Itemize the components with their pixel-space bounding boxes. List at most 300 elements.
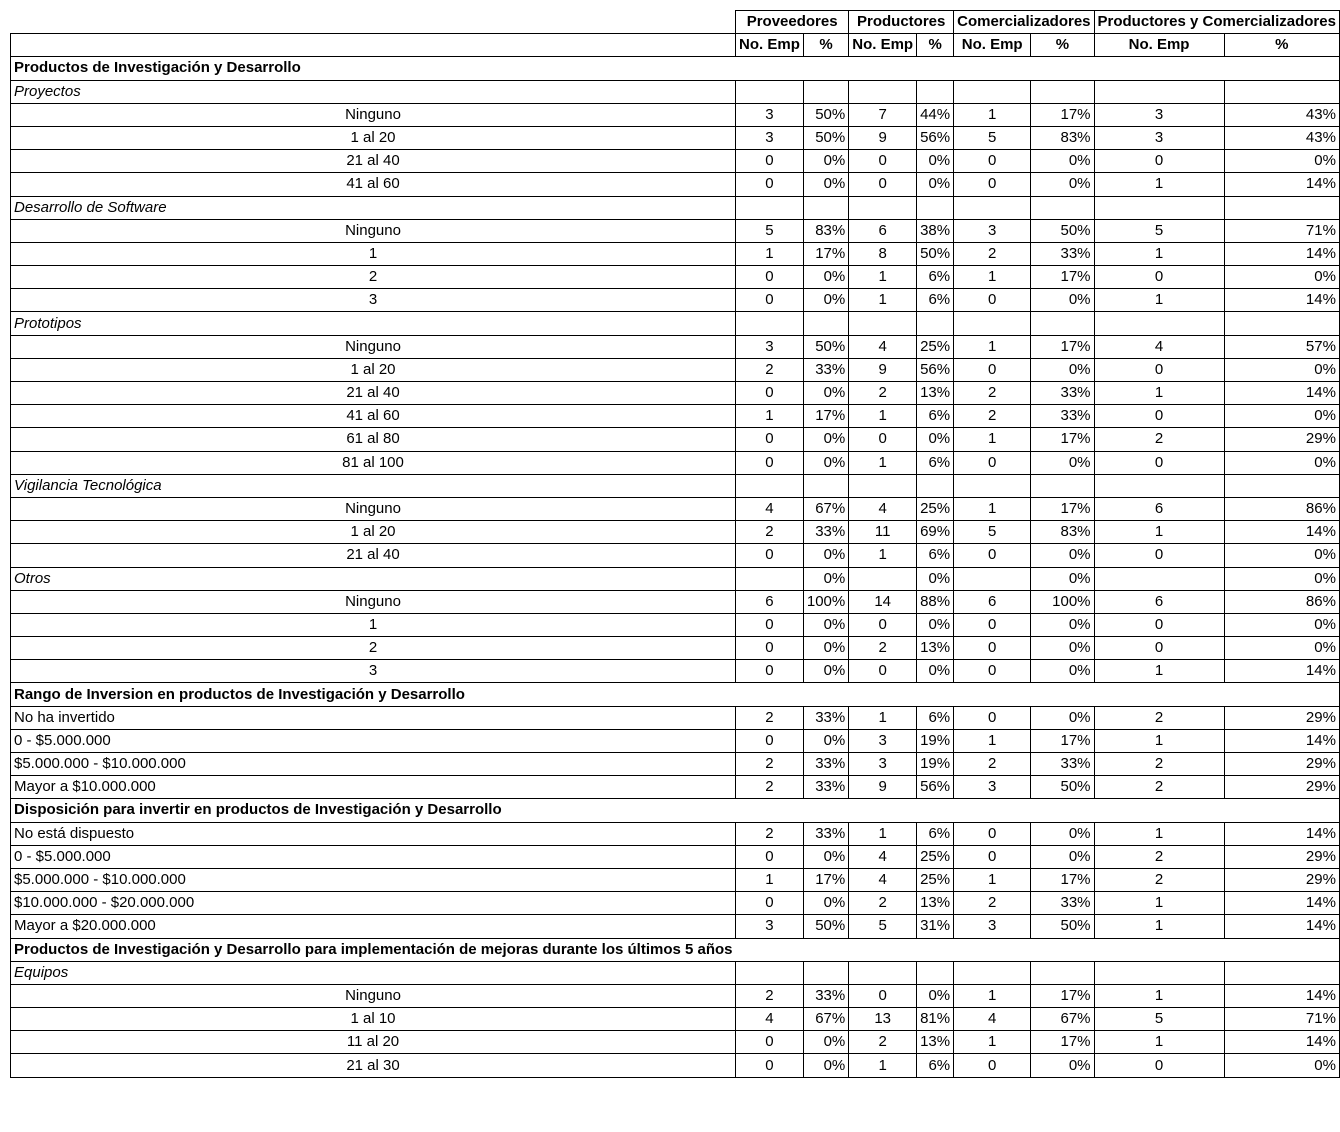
percent-cell: 50% bbox=[803, 103, 848, 126]
count-cell: 1 bbox=[736, 868, 804, 891]
row-label: 2 bbox=[11, 637, 736, 660]
count-cell: 6 bbox=[954, 590, 1031, 613]
percent-cell: 0% bbox=[803, 1031, 848, 1054]
row-label: Mayor a $10.000.000 bbox=[11, 776, 736, 799]
percent-cell: 0% bbox=[1031, 173, 1094, 196]
subheader-no-emp: No. Emp bbox=[736, 34, 804, 57]
percent-cell: 6% bbox=[917, 289, 954, 312]
table-row bbox=[11, 660, 1340, 683]
row-label: Ninguno bbox=[11, 335, 736, 358]
row-label: No está dispuesto bbox=[11, 822, 736, 845]
count-cell: 2 bbox=[1094, 706, 1224, 729]
section-header-row bbox=[11, 799, 1340, 822]
table-row bbox=[11, 1054, 1340, 1077]
count-cell: 2 bbox=[954, 753, 1031, 776]
section-filler-cell bbox=[1224, 938, 1339, 961]
count-cell: 0 bbox=[954, 660, 1031, 683]
percent-cell: 0% bbox=[1031, 1054, 1094, 1077]
percent-cell bbox=[917, 80, 954, 103]
count-cell: 0 bbox=[736, 544, 804, 567]
count-cell: 0 bbox=[736, 845, 804, 868]
percent-cell: 33% bbox=[803, 753, 848, 776]
percent-cell bbox=[1031, 80, 1094, 103]
count-cell: 4 bbox=[736, 497, 804, 520]
count-cell: 3 bbox=[954, 776, 1031, 799]
percent-cell: 0% bbox=[803, 1054, 848, 1077]
count-cell: 1 bbox=[954, 335, 1031, 358]
percent-cell: 33% bbox=[1031, 405, 1094, 428]
percent-cell: 25% bbox=[917, 335, 954, 358]
percent-cell: 50% bbox=[1031, 219, 1094, 242]
percent-cell: 33% bbox=[803, 358, 848, 381]
percent-cell: 33% bbox=[803, 706, 848, 729]
count-cell: 1 bbox=[1094, 242, 1224, 265]
count-cell: 2 bbox=[1094, 753, 1224, 776]
section-filler-cell bbox=[1224, 57, 1339, 80]
count-cell: 0 bbox=[736, 266, 804, 289]
row-label: No ha invertido bbox=[11, 706, 736, 729]
count-cell: 8 bbox=[849, 242, 917, 265]
section-filler-cell bbox=[1031, 799, 1094, 822]
group-header-comercializadores: Comercializadores bbox=[954, 11, 1094, 34]
subheader-percent: % bbox=[1224, 34, 1339, 57]
table-row bbox=[11, 289, 1340, 312]
percent-cell: 14% bbox=[1224, 521, 1339, 544]
data-table bbox=[10, 10, 1340, 1078]
percent-cell: 17% bbox=[1031, 335, 1094, 358]
count-cell bbox=[849, 474, 917, 497]
count-cell: 0 bbox=[954, 358, 1031, 381]
section-filler-cell bbox=[1031, 57, 1094, 80]
subsection-title: Otros bbox=[11, 567, 736, 590]
percent-cell: 0% bbox=[803, 613, 848, 636]
percent-cell: 0% bbox=[1031, 150, 1094, 173]
row-label: Ninguno bbox=[11, 984, 736, 1007]
count-cell: 1 bbox=[849, 405, 917, 428]
table-row bbox=[11, 428, 1340, 451]
count-cell: 2 bbox=[849, 892, 917, 915]
count-cell bbox=[736, 196, 804, 219]
percent-cell: 14% bbox=[1224, 242, 1339, 265]
row-label: 81 al 100 bbox=[11, 451, 736, 474]
count-cell: 0 bbox=[1094, 451, 1224, 474]
percent-cell: 29% bbox=[1224, 706, 1339, 729]
row-label: 21 al 40 bbox=[11, 150, 736, 173]
percent-cell: 0% bbox=[1224, 451, 1339, 474]
row-label: 1 al 20 bbox=[11, 521, 736, 544]
count-cell: 0 bbox=[954, 289, 1031, 312]
count-cell: 4 bbox=[849, 868, 917, 891]
count-cell bbox=[954, 312, 1031, 335]
header-row-sub bbox=[11, 34, 1340, 57]
percent-cell: 56% bbox=[917, 776, 954, 799]
section-filler-cell bbox=[1094, 57, 1224, 80]
percent-cell: 50% bbox=[803, 915, 848, 938]
count-cell bbox=[954, 567, 1031, 590]
percent-cell: 19% bbox=[917, 753, 954, 776]
percent-cell: 33% bbox=[1031, 892, 1094, 915]
count-cell: 1 bbox=[954, 428, 1031, 451]
subsection-row bbox=[11, 567, 1340, 590]
table-row bbox=[11, 1031, 1340, 1054]
section-filler-cell bbox=[849, 799, 917, 822]
section-filler-cell bbox=[954, 938, 1031, 961]
count-cell: 1 bbox=[849, 289, 917, 312]
percent-cell: 44% bbox=[917, 103, 954, 126]
count-cell: 3 bbox=[1094, 126, 1224, 149]
count-cell: 3 bbox=[1094, 103, 1224, 126]
table-row bbox=[11, 915, 1340, 938]
count-cell: 2 bbox=[954, 892, 1031, 915]
subheader-percent: % bbox=[917, 34, 954, 57]
count-cell: 0 bbox=[736, 729, 804, 752]
percent-cell: 0% bbox=[1224, 358, 1339, 381]
table-row bbox=[11, 776, 1340, 799]
percent-cell: 0% bbox=[1224, 637, 1339, 660]
percent-cell: 17% bbox=[1031, 428, 1094, 451]
count-cell: 0 bbox=[1094, 637, 1224, 660]
percent-cell: 0% bbox=[803, 382, 848, 405]
row-label: 3 bbox=[11, 660, 736, 683]
percent-cell bbox=[1031, 474, 1094, 497]
count-cell bbox=[954, 80, 1031, 103]
count-cell: 1 bbox=[849, 706, 917, 729]
subsection-title: Equipos bbox=[11, 961, 736, 984]
percent-cell: 25% bbox=[917, 868, 954, 891]
percent-cell bbox=[1224, 196, 1339, 219]
row-label: 21 al 30 bbox=[11, 1054, 736, 1077]
percent-cell bbox=[803, 961, 848, 984]
section-filler-cell bbox=[917, 683, 954, 706]
count-cell: 0 bbox=[849, 613, 917, 636]
count-cell: 2 bbox=[849, 637, 917, 660]
table-row bbox=[11, 892, 1340, 915]
section-filler-cell bbox=[917, 799, 954, 822]
percent-cell: 33% bbox=[803, 984, 848, 1007]
table-row bbox=[11, 150, 1340, 173]
percent-cell: 17% bbox=[1031, 868, 1094, 891]
percent-cell: 14% bbox=[1224, 660, 1339, 683]
percent-cell: 0% bbox=[803, 845, 848, 868]
count-cell bbox=[849, 196, 917, 219]
percent-cell: 14% bbox=[1224, 729, 1339, 752]
count-cell: 0 bbox=[1094, 544, 1224, 567]
row-label: 1 bbox=[11, 613, 736, 636]
percent-cell: 50% bbox=[1031, 776, 1094, 799]
count-cell: 3 bbox=[954, 915, 1031, 938]
table-row bbox=[11, 706, 1340, 729]
percent-cell: 0% bbox=[1031, 567, 1094, 590]
count-cell: 0 bbox=[1094, 358, 1224, 381]
subheader-no-emp: No. Emp bbox=[1094, 34, 1224, 57]
percent-cell: 0% bbox=[1031, 358, 1094, 381]
count-cell: 9 bbox=[849, 776, 917, 799]
percent-cell: 57% bbox=[1224, 335, 1339, 358]
count-cell: 0 bbox=[736, 173, 804, 196]
count-cell: 0 bbox=[1094, 613, 1224, 636]
section-filler-cell bbox=[803, 938, 848, 961]
count-cell: 5 bbox=[736, 219, 804, 242]
percent-cell: 100% bbox=[803, 590, 848, 613]
row-label: 2 bbox=[11, 266, 736, 289]
count-cell: 0 bbox=[736, 1031, 804, 1054]
section-filler-cell bbox=[954, 799, 1031, 822]
table-row bbox=[11, 729, 1340, 752]
percent-cell: 6% bbox=[917, 706, 954, 729]
percent-cell: 0% bbox=[803, 660, 848, 683]
count-cell: 1 bbox=[736, 242, 804, 265]
row-label: 41 al 60 bbox=[11, 173, 736, 196]
section-filler-cell bbox=[954, 57, 1031, 80]
row-label: $10.000.000 - $20.000.000 bbox=[11, 892, 736, 915]
percent-cell: 29% bbox=[1224, 753, 1339, 776]
percent-cell: 0% bbox=[803, 428, 848, 451]
count-cell: 2 bbox=[1094, 428, 1224, 451]
percent-cell: 6% bbox=[917, 451, 954, 474]
percent-cell: 33% bbox=[1031, 382, 1094, 405]
count-cell: 0 bbox=[736, 613, 804, 636]
count-cell: 0 bbox=[954, 706, 1031, 729]
percent-cell: 0% bbox=[1224, 266, 1339, 289]
count-cell: 0 bbox=[736, 428, 804, 451]
count-cell: 4 bbox=[736, 1008, 804, 1031]
percent-cell: 0% bbox=[917, 660, 954, 683]
section-title: Productos de Investigación y Desarrollo bbox=[11, 57, 736, 80]
table-row bbox=[11, 266, 1340, 289]
table-row bbox=[11, 1008, 1340, 1031]
section-filler-cell bbox=[803, 683, 848, 706]
table-row bbox=[11, 521, 1340, 544]
row-label: Mayor a $20.000.000 bbox=[11, 915, 736, 938]
count-cell: 2 bbox=[1094, 868, 1224, 891]
count-cell: 7 bbox=[849, 103, 917, 126]
subsection-title: Prototipos bbox=[11, 312, 736, 335]
percent-cell: 0% bbox=[917, 613, 954, 636]
count-cell: 0 bbox=[954, 845, 1031, 868]
percent-cell: 0% bbox=[803, 892, 848, 915]
percent-cell: 17% bbox=[1031, 103, 1094, 126]
count-cell bbox=[1094, 567, 1224, 590]
count-cell: 2 bbox=[849, 382, 917, 405]
percent-cell: 33% bbox=[803, 776, 848, 799]
corner-cell bbox=[11, 11, 736, 34]
count-cell: 0 bbox=[849, 150, 917, 173]
header-blank-cell bbox=[11, 34, 736, 57]
group-header-productores: Productores bbox=[849, 11, 954, 34]
section-filler-cell bbox=[1094, 799, 1224, 822]
count-cell: 1 bbox=[849, 451, 917, 474]
percent-cell: 13% bbox=[917, 892, 954, 915]
count-cell: 6 bbox=[849, 219, 917, 242]
count-cell: 2 bbox=[954, 242, 1031, 265]
section-filler-cell bbox=[954, 683, 1031, 706]
percent-cell bbox=[917, 312, 954, 335]
row-label: $5.000.000 - $10.000.000 bbox=[11, 868, 736, 891]
section-filler-cell bbox=[849, 57, 917, 80]
percent-cell: 17% bbox=[1031, 266, 1094, 289]
row-label: 11 al 20 bbox=[11, 1031, 736, 1054]
count-cell: 1 bbox=[954, 729, 1031, 752]
count-cell: 4 bbox=[1094, 335, 1224, 358]
count-cell: 1 bbox=[954, 1031, 1031, 1054]
percent-cell bbox=[803, 474, 848, 497]
table-row bbox=[11, 173, 1340, 196]
percent-cell: 14% bbox=[1224, 289, 1339, 312]
percent-cell: 13% bbox=[917, 1031, 954, 1054]
row-label: 1 al 10 bbox=[11, 1008, 736, 1031]
section-filler-cell bbox=[803, 799, 848, 822]
subsection-row bbox=[11, 196, 1340, 219]
percent-cell: 6% bbox=[917, 822, 954, 845]
percent-cell bbox=[1031, 961, 1094, 984]
percent-cell: 83% bbox=[1031, 126, 1094, 149]
percent-cell: 33% bbox=[803, 822, 848, 845]
count-cell: 2 bbox=[954, 382, 1031, 405]
percent-cell: 0% bbox=[1031, 660, 1094, 683]
count-cell: 6 bbox=[736, 590, 804, 613]
row-label: 21 al 40 bbox=[11, 382, 736, 405]
count-cell bbox=[736, 312, 804, 335]
count-cell: 1 bbox=[1094, 289, 1224, 312]
table-row bbox=[11, 497, 1340, 520]
percent-cell: 0% bbox=[803, 637, 848, 660]
subheader-percent: % bbox=[803, 34, 848, 57]
row-label: Ninguno bbox=[11, 590, 736, 613]
percent-cell: 0% bbox=[803, 729, 848, 752]
percent-cell: 0% bbox=[1224, 613, 1339, 636]
count-cell: 0 bbox=[736, 289, 804, 312]
row-label: 0 - $5.000.000 bbox=[11, 729, 736, 752]
table-row bbox=[11, 822, 1340, 845]
count-cell: 6 bbox=[1094, 590, 1224, 613]
count-cell: 3 bbox=[736, 103, 804, 126]
count-cell: 0 bbox=[736, 451, 804, 474]
count-cell: 1 bbox=[849, 822, 917, 845]
count-cell: 0 bbox=[954, 613, 1031, 636]
row-label: 1 bbox=[11, 242, 736, 265]
count-cell: 5 bbox=[849, 915, 917, 938]
percent-cell: 0% bbox=[803, 289, 848, 312]
row-label: 61 al 80 bbox=[11, 428, 736, 451]
percent-cell: 0% bbox=[917, 428, 954, 451]
count-cell bbox=[849, 567, 917, 590]
table-row bbox=[11, 103, 1340, 126]
percent-cell: 83% bbox=[1031, 521, 1094, 544]
percent-cell: 17% bbox=[803, 405, 848, 428]
percent-cell: 38% bbox=[917, 219, 954, 242]
percent-cell: 50% bbox=[1031, 915, 1094, 938]
percent-cell: 0% bbox=[1224, 405, 1339, 428]
table-row bbox=[11, 753, 1340, 776]
count-cell: 9 bbox=[849, 358, 917, 381]
count-cell: 2 bbox=[736, 521, 804, 544]
table-row bbox=[11, 242, 1340, 265]
section-title: Productos de Investigación y Desarrollo para implementación de mejoras durante los últimos 5 años bbox=[11, 938, 736, 961]
section-filler-cell bbox=[1224, 799, 1339, 822]
count-cell: 3 bbox=[849, 729, 917, 752]
subsection-title: Proyectos bbox=[11, 80, 736, 103]
section-filler-cell bbox=[917, 57, 954, 80]
count-cell bbox=[736, 567, 804, 590]
row-label: $5.000.000 - $10.000.000 bbox=[11, 753, 736, 776]
percent-cell: 31% bbox=[917, 915, 954, 938]
count-cell: 14 bbox=[849, 590, 917, 613]
count-cell: 3 bbox=[849, 753, 917, 776]
table-body bbox=[11, 11, 1340, 1078]
row-label: 0 - $5.000.000 bbox=[11, 845, 736, 868]
percent-cell: 0% bbox=[1031, 289, 1094, 312]
percent-cell: 86% bbox=[1224, 590, 1339, 613]
row-label: 21 al 40 bbox=[11, 544, 736, 567]
percent-cell bbox=[917, 196, 954, 219]
percent-cell: 0% bbox=[1031, 451, 1094, 474]
percent-cell: 0% bbox=[1031, 822, 1094, 845]
count-cell: 0 bbox=[954, 150, 1031, 173]
count-cell: 0 bbox=[1094, 405, 1224, 428]
table-row bbox=[11, 405, 1340, 428]
subsection-row bbox=[11, 961, 1340, 984]
count-cell: 3 bbox=[736, 126, 804, 149]
group-header-proveedores: Proveedores bbox=[736, 11, 849, 34]
count-cell: 0 bbox=[849, 173, 917, 196]
percent-cell: 14% bbox=[1224, 822, 1339, 845]
count-cell bbox=[849, 312, 917, 335]
count-cell: 4 bbox=[954, 1008, 1031, 1031]
count-cell: 11 bbox=[849, 521, 917, 544]
count-cell: 2 bbox=[849, 1031, 917, 1054]
table-row bbox=[11, 868, 1340, 891]
count-cell bbox=[736, 474, 804, 497]
count-cell: 13 bbox=[849, 1008, 917, 1031]
count-cell: 0 bbox=[1094, 266, 1224, 289]
percent-cell: 0% bbox=[803, 173, 848, 196]
count-cell: 4 bbox=[849, 845, 917, 868]
percent-cell bbox=[1031, 312, 1094, 335]
percent-cell bbox=[1224, 80, 1339, 103]
row-label: 1 al 20 bbox=[11, 126, 736, 149]
count-cell: 4 bbox=[849, 497, 917, 520]
count-cell bbox=[1094, 961, 1224, 984]
percent-cell: 0% bbox=[1031, 613, 1094, 636]
subheader-percent: % bbox=[1031, 34, 1094, 57]
count-cell: 2 bbox=[736, 706, 804, 729]
percent-cell: 0% bbox=[803, 567, 848, 590]
count-cell: 1 bbox=[954, 103, 1031, 126]
section-filler-cell bbox=[736, 57, 804, 80]
header-row-groups bbox=[11, 11, 1340, 34]
percent-cell: 0% bbox=[1031, 637, 1094, 660]
count-cell: 2 bbox=[1094, 776, 1224, 799]
percent-cell: 0% bbox=[917, 567, 954, 590]
count-cell: 0 bbox=[736, 150, 804, 173]
subsection-title: Vigilancia Tecnológica bbox=[11, 474, 736, 497]
percent-cell: 86% bbox=[1224, 497, 1339, 520]
table-row bbox=[11, 358, 1340, 381]
count-cell bbox=[954, 196, 1031, 219]
count-cell: 1 bbox=[1094, 521, 1224, 544]
count-cell bbox=[954, 961, 1031, 984]
count-cell: 2 bbox=[736, 822, 804, 845]
section-filler-cell bbox=[736, 799, 804, 822]
section-filler-cell bbox=[736, 938, 804, 961]
count-cell: 0 bbox=[954, 822, 1031, 845]
row-label: Ninguno bbox=[11, 103, 736, 126]
count-cell: 2 bbox=[736, 753, 804, 776]
subsection-row bbox=[11, 80, 1340, 103]
percent-cell: 43% bbox=[1224, 126, 1339, 149]
percent-cell: 25% bbox=[917, 497, 954, 520]
percent-cell: 0% bbox=[1224, 544, 1339, 567]
